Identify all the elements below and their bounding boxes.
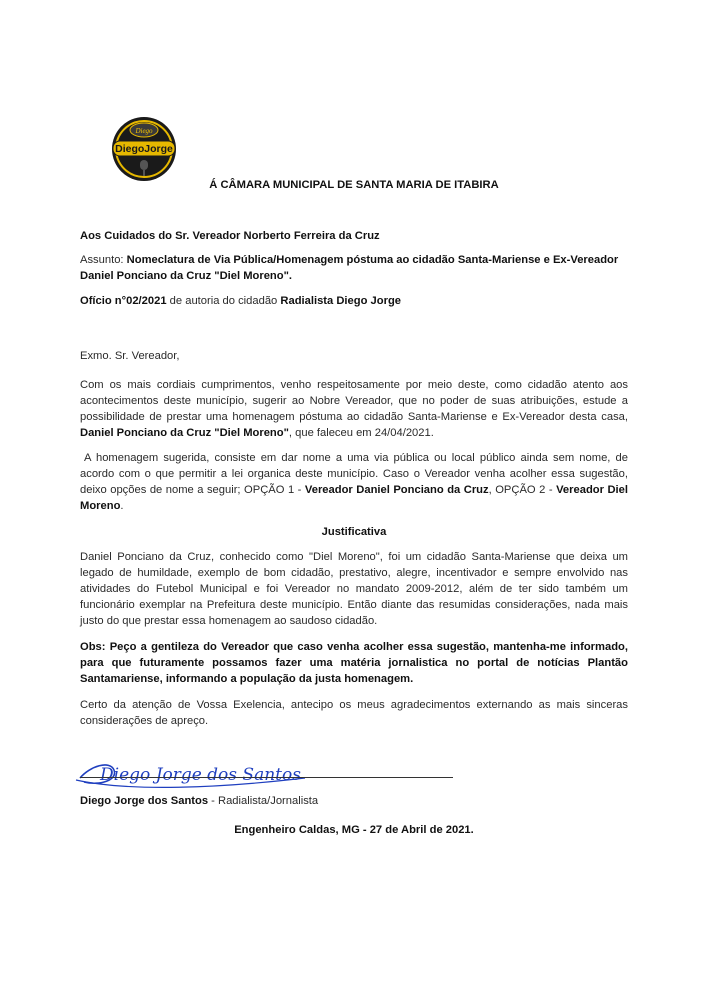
observation-note: Obs: Peço a gentileza do Vereador que caso venha acolher essa sugestão, mantenha-me informado, para que futuramente possamos fazer uma matéria jornalistica no portal de notícias Plantão Santamariense, informando a população da justa homenagem. — [80, 641, 628, 685]
closing-paragraph: Certo da atenção de Vossa Exelencia, antecipo os meus agradecimentos externando as mais sinceras considerações de apreço. — [80, 699, 628, 727]
subject-text: Nomeclatura de Via Pública/Homenagem póstuma ao cidadão Santa-Mariense e Ex-Vereador Daniel Ponciano da Cruz "Diel Moreno". — [80, 254, 619, 282]
signatory — [80, 793, 628, 809]
radio-logo-icon — [107, 112, 181, 184]
care-of-line: Aos Cuidados do Sr. Vereador Norberto Ferreira da Cruz — [80, 230, 380, 242]
paragraph-justification: Daniel Ponciano da Cruz, conhecido como "Diel Moreno", foi um cidadão Santa-Mariense que deixa um legado de humildade, exemplo de bom cidadão, prestativo, alegre, incentivador e sempre envolvido nas atividades do Futebol Municipal e foi Vereador no mandato 2009-2012, além de ter sido também um funcionário exemplar na Prefeitura deste município. Então diante das resumidas considerações, nada mais justo do que prestar essa homenagem ao saudoso cidadão. — [80, 551, 628, 627]
honoree-name: Daniel Ponciano da Cruz "Diel Moreno" — [80, 427, 289, 439]
justification-title: Justificativa — [321, 526, 387, 538]
recipient-heading: Á CÂMARA MUNICIPAL DE SANTA MARIA DE ITABIRA — [209, 179, 499, 191]
signatory-name: Diego Jorge dos Santos — [80, 795, 209, 807]
handwritten-signature — [70, 748, 310, 798]
paragraph-request: Com os mais cordiais cumprimentos, venho respeitosamente por meio deste, como cidadão atento aos acontecimentos deste município, sugerir ao Nobre Vereador, que no poder de suas atribuições, estude a possibilidade de prestar uma homenagem póstuma ao cidadão Santa-Mariense e Ex-Vereador desta casa, Daniel Ponciano da Cruz "Diel Moreno", que faleceu em 24/04/2021. — [80, 379, 628, 439]
place-and-date: Engenheiro Caldas, MG - 27 de Abril de 2021. — [234, 824, 474, 836]
oficio-number: Ofício n°02/2021 — [80, 295, 167, 307]
subject-line — [80, 252, 628, 284]
salutation: Exmo. Sr. Vereador, — [80, 350, 180, 362]
svg-text:Diego Jorge dos Santos: Diego Jorge dos Santos — [100, 765, 301, 785]
signature-line — [80, 777, 453, 778]
oficio-middle: de autoria do cidadão — [169, 295, 278, 307]
option-2-name: Vereador Diel Moreno — [80, 484, 628, 512]
signatory-role: - Radialista/Jornalista — [208, 795, 319, 807]
oficio-author: Radialista Diego Jorge — [280, 295, 402, 307]
paragraph-options: A homenagem sugerida, consiste em dar nome a uma via pública ou local público ainda sem nome, de acordo com o que permitir a lei organica deste município. Caso o Vereador venha acolher essa sugestão, deixo opções de nome a seguir; OPÇÃO 1 - Vereador Daniel Ponciano da Cruz, OPÇÃO 2 - Vereador Diel Moreno. — [80, 452, 628, 512]
logo-wordmark: DiegoJorge — [115, 143, 173, 155]
oficio-line — [80, 293, 628, 309]
svg-text:Diego: Diego — [135, 127, 153, 135]
subject-label: Assunto: — [80, 254, 124, 266]
option-1-name: Vereador Daniel Ponciano da Cruz — [304, 484, 489, 496]
